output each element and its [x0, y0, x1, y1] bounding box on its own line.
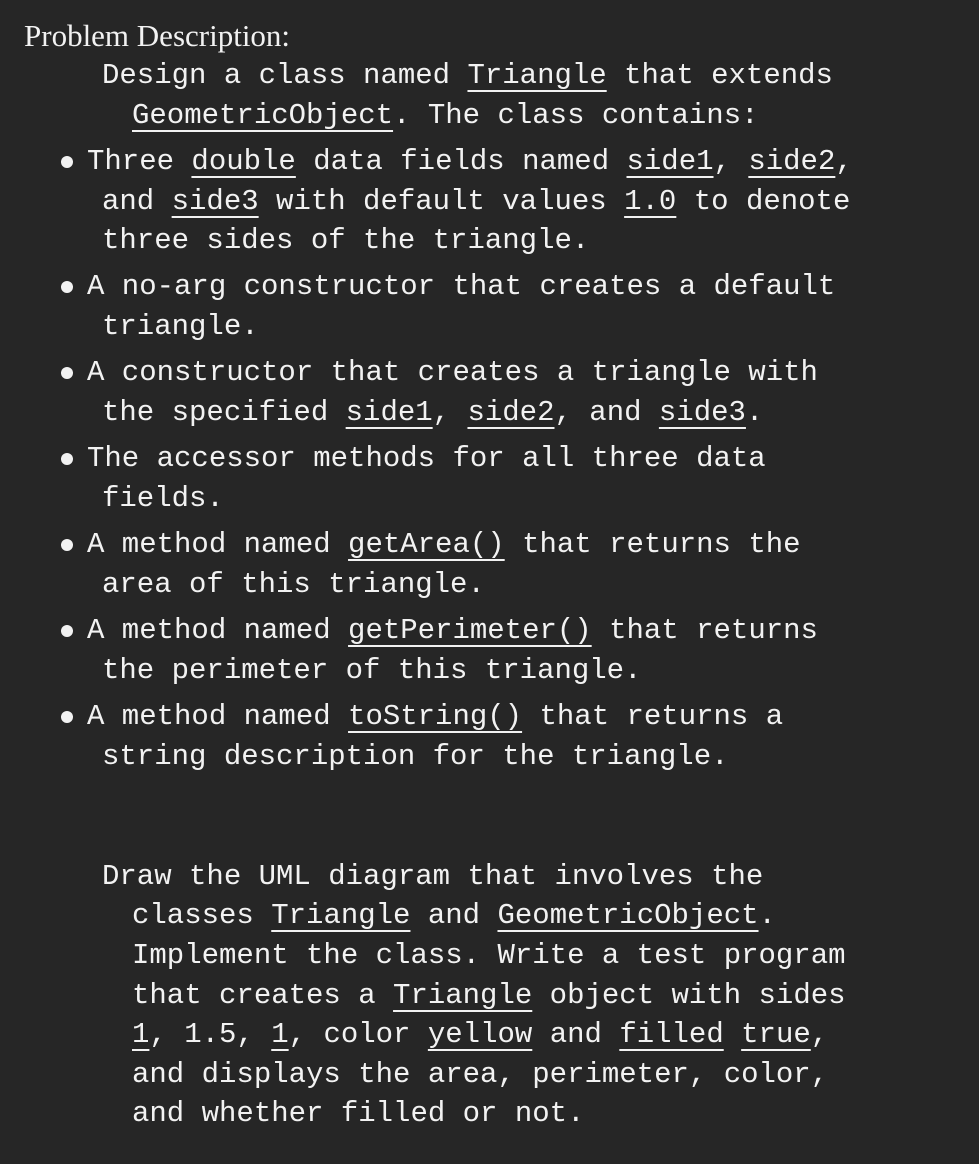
task-line-1: Draw the UML diagram that involves the: [102, 860, 764, 893]
bullet-icon: [61, 367, 73, 379]
bullet-1-line-3: three sides of the triangle.: [102, 224, 590, 257]
bullet-4-line-2: fields.: [102, 482, 224, 515]
task-line-5: 1, 1.5, 1, color yellow and filled true,: [132, 1018, 829, 1051]
bullet-5-line-2: area of this triangle.: [102, 568, 485, 601]
bullet-6-line-2: the perimeter of this triangle.: [102, 654, 642, 687]
bullet-icon: [61, 711, 73, 723]
class-name-triangle: Triangle: [467, 59, 607, 92]
bullet-6-line-1: A method named getPerimeter() that returns: [87, 614, 818, 647]
bullet-1-line-2: and side3 with default values 1.0 to denote: [102, 185, 851, 218]
bullet-icon: [61, 539, 73, 551]
task-line-7: and whether filled or not.: [132, 1097, 585, 1130]
bullet-icon: [61, 453, 73, 465]
task-line-2: classes Triangle and GeometricObject.: [132, 899, 776, 932]
bullet-2-line-2: triangle.: [102, 310, 259, 343]
intro-line-1: Design a class named Triangle that extends: [102, 59, 833, 92]
bullet-4-line-1: The accessor methods for all three data: [87, 442, 766, 475]
bullet-5-line-1: A method named getArea() that returns the: [87, 528, 801, 561]
bullet-7-line-2: string description for the triangle.: [102, 740, 729, 773]
task-line-3: Implement the class. Write a test program: [132, 939, 846, 972]
bullet-icon: [61, 156, 73, 168]
bullet-1-line-1: Three double data fields named side1, side2,: [87, 145, 853, 178]
intro-line-2: GeometricObject. The class contains:: [132, 99, 759, 132]
bullet-7-line-1: A method named toString() that returns a: [87, 700, 784, 733]
bullet-icon: [61, 281, 73, 293]
bullet-icon: [61, 625, 73, 637]
class-name-geometricobject: GeometricObject: [132, 99, 394, 132]
bullet-3-line-2: the specified side1, side2, and side3.: [102, 396, 764, 429]
problem-heading: Problem Description:: [24, 18, 291, 53]
bullet-2-line-1: A no-arg constructor that creates a default: [87, 270, 836, 303]
bullet-3-line-1: A constructor that creates a triangle with: [87, 356, 818, 389]
task-line-6: and displays the area, perimeter, color,: [132, 1058, 829, 1091]
task-line-4: that creates a Triangle object with sides: [132, 979, 846, 1012]
